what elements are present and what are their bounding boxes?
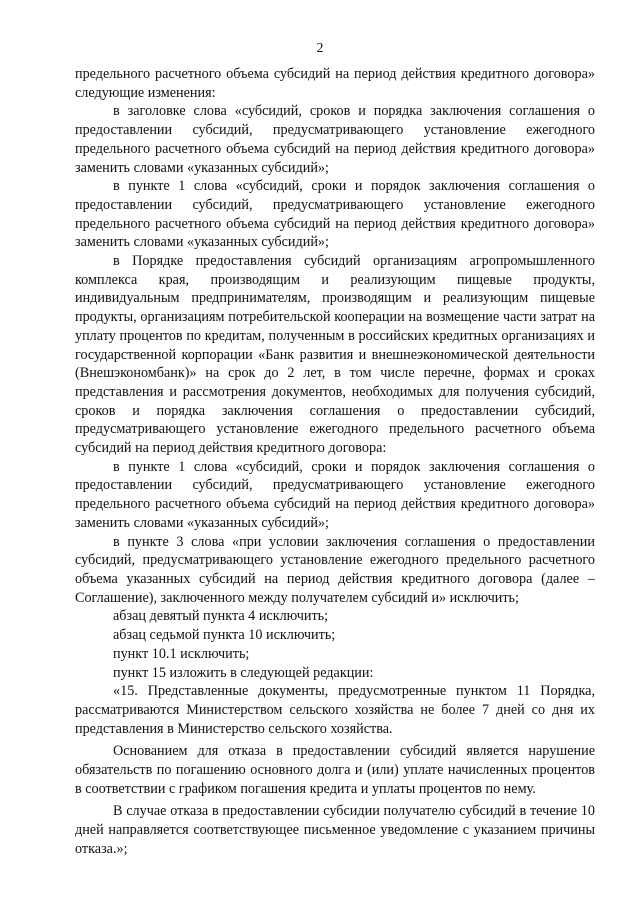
paragraph: абзац седьмой пункта 10 исключить; — [113, 627, 336, 644]
document-body — [75, 65, 595, 859]
paragraph: в заголовке слова «субсидий, сроков и порядка заключения соглашения о предоставлении субсидий, предусматривающего установление ежегодного предельного расчетного объема субсидий на период действия кредитного договора» заменить словами «указанных субсидий»; — [75, 103, 595, 176]
paragraph: в Порядке предоставления субсидий организациям агропромышленного комплекса края, производящим и реализующим пищевые продукты, индивидуальным предпринимателям, производящим и реализующим пищевые продукты, организациям потребительской кооперации на возмещение части затрат на уплату процентов по кредитам, полученным в российских кредитных организациях и государственной корпорации «Банк развития и внешнеэкономической деятельности (Внешэкономбанк)» на срок до 2 лет, в том числе перечне, формах и сроках представления и рассмотрения документов, необходимых для получения субсидий, сроков и порядка заключения соглашения о предоставлении субсидий, предусматривающего установление ежегодного предельного расчетного объема субсидий на период действия кредитного договора: — [75, 253, 595, 457]
paragraph: предельного расчетного объема субсидий на период действия кредитного договора» следующие изменения: — [75, 66, 595, 101]
quoted-paragraph: Основанием для отказа в предоставлении субсидий является нарушение обязательств по погашению основного долга и (или) уплате начисленных процентов в соответствии с графиком погашения кредита и уплаты процентов по нему. — [75, 743, 595, 797]
paragraph: пункт 10.1 исключить; — [113, 645, 250, 662]
paragraph: в пункте 1 слова «субсидий, сроки и порядок заключения соглашения о предоставлении субсидий, предусматривающего установление ежегодного предельного расчетного объема субсидий на период действия кредитного договора» заменить словами «указанных субсидий»; — [75, 178, 595, 251]
paragraph: пункт 15 изложить в следующей редакции: — [113, 664, 374, 681]
quoted-paragraph: «15. Представленные документы, предусмотренные пунктом 11 Порядка, рассматриваются Министерством сельского хозяйства не более 7 дней со дня их представления в Министерство сельского хозяйства. — [75, 683, 595, 737]
page-number: 2 — [316, 41, 324, 56]
paragraph: абзац девятый пункта 4 исключить; — [113, 608, 329, 625]
paragraph: в пункте 1 слова «субсидий, сроки и порядок заключения соглашения о предоставлении субсидий, предусматривающего установление ежегодного предельного расчетного объема субсидий на период действия кредитного договора» заменить словами «указанных субсидий»; — [75, 458, 595, 531]
quoted-paragraph: В случае отказа в предоставлении субсидии получателю субсидий в течение 10 дней направляется соответствующее письменное уведомление с указанием причины отказа.»; — [75, 803, 595, 857]
paragraph: в пункте 3 слова «при условии заключения соглашения о предоставлении субсидий, предусматривающего установление ежегодного предельного расчетного объема указанных субсидий на период действия кредитного договора (далее – Соглашение), заключенного между получателем субсидий и» исключить; — [75, 533, 595, 606]
